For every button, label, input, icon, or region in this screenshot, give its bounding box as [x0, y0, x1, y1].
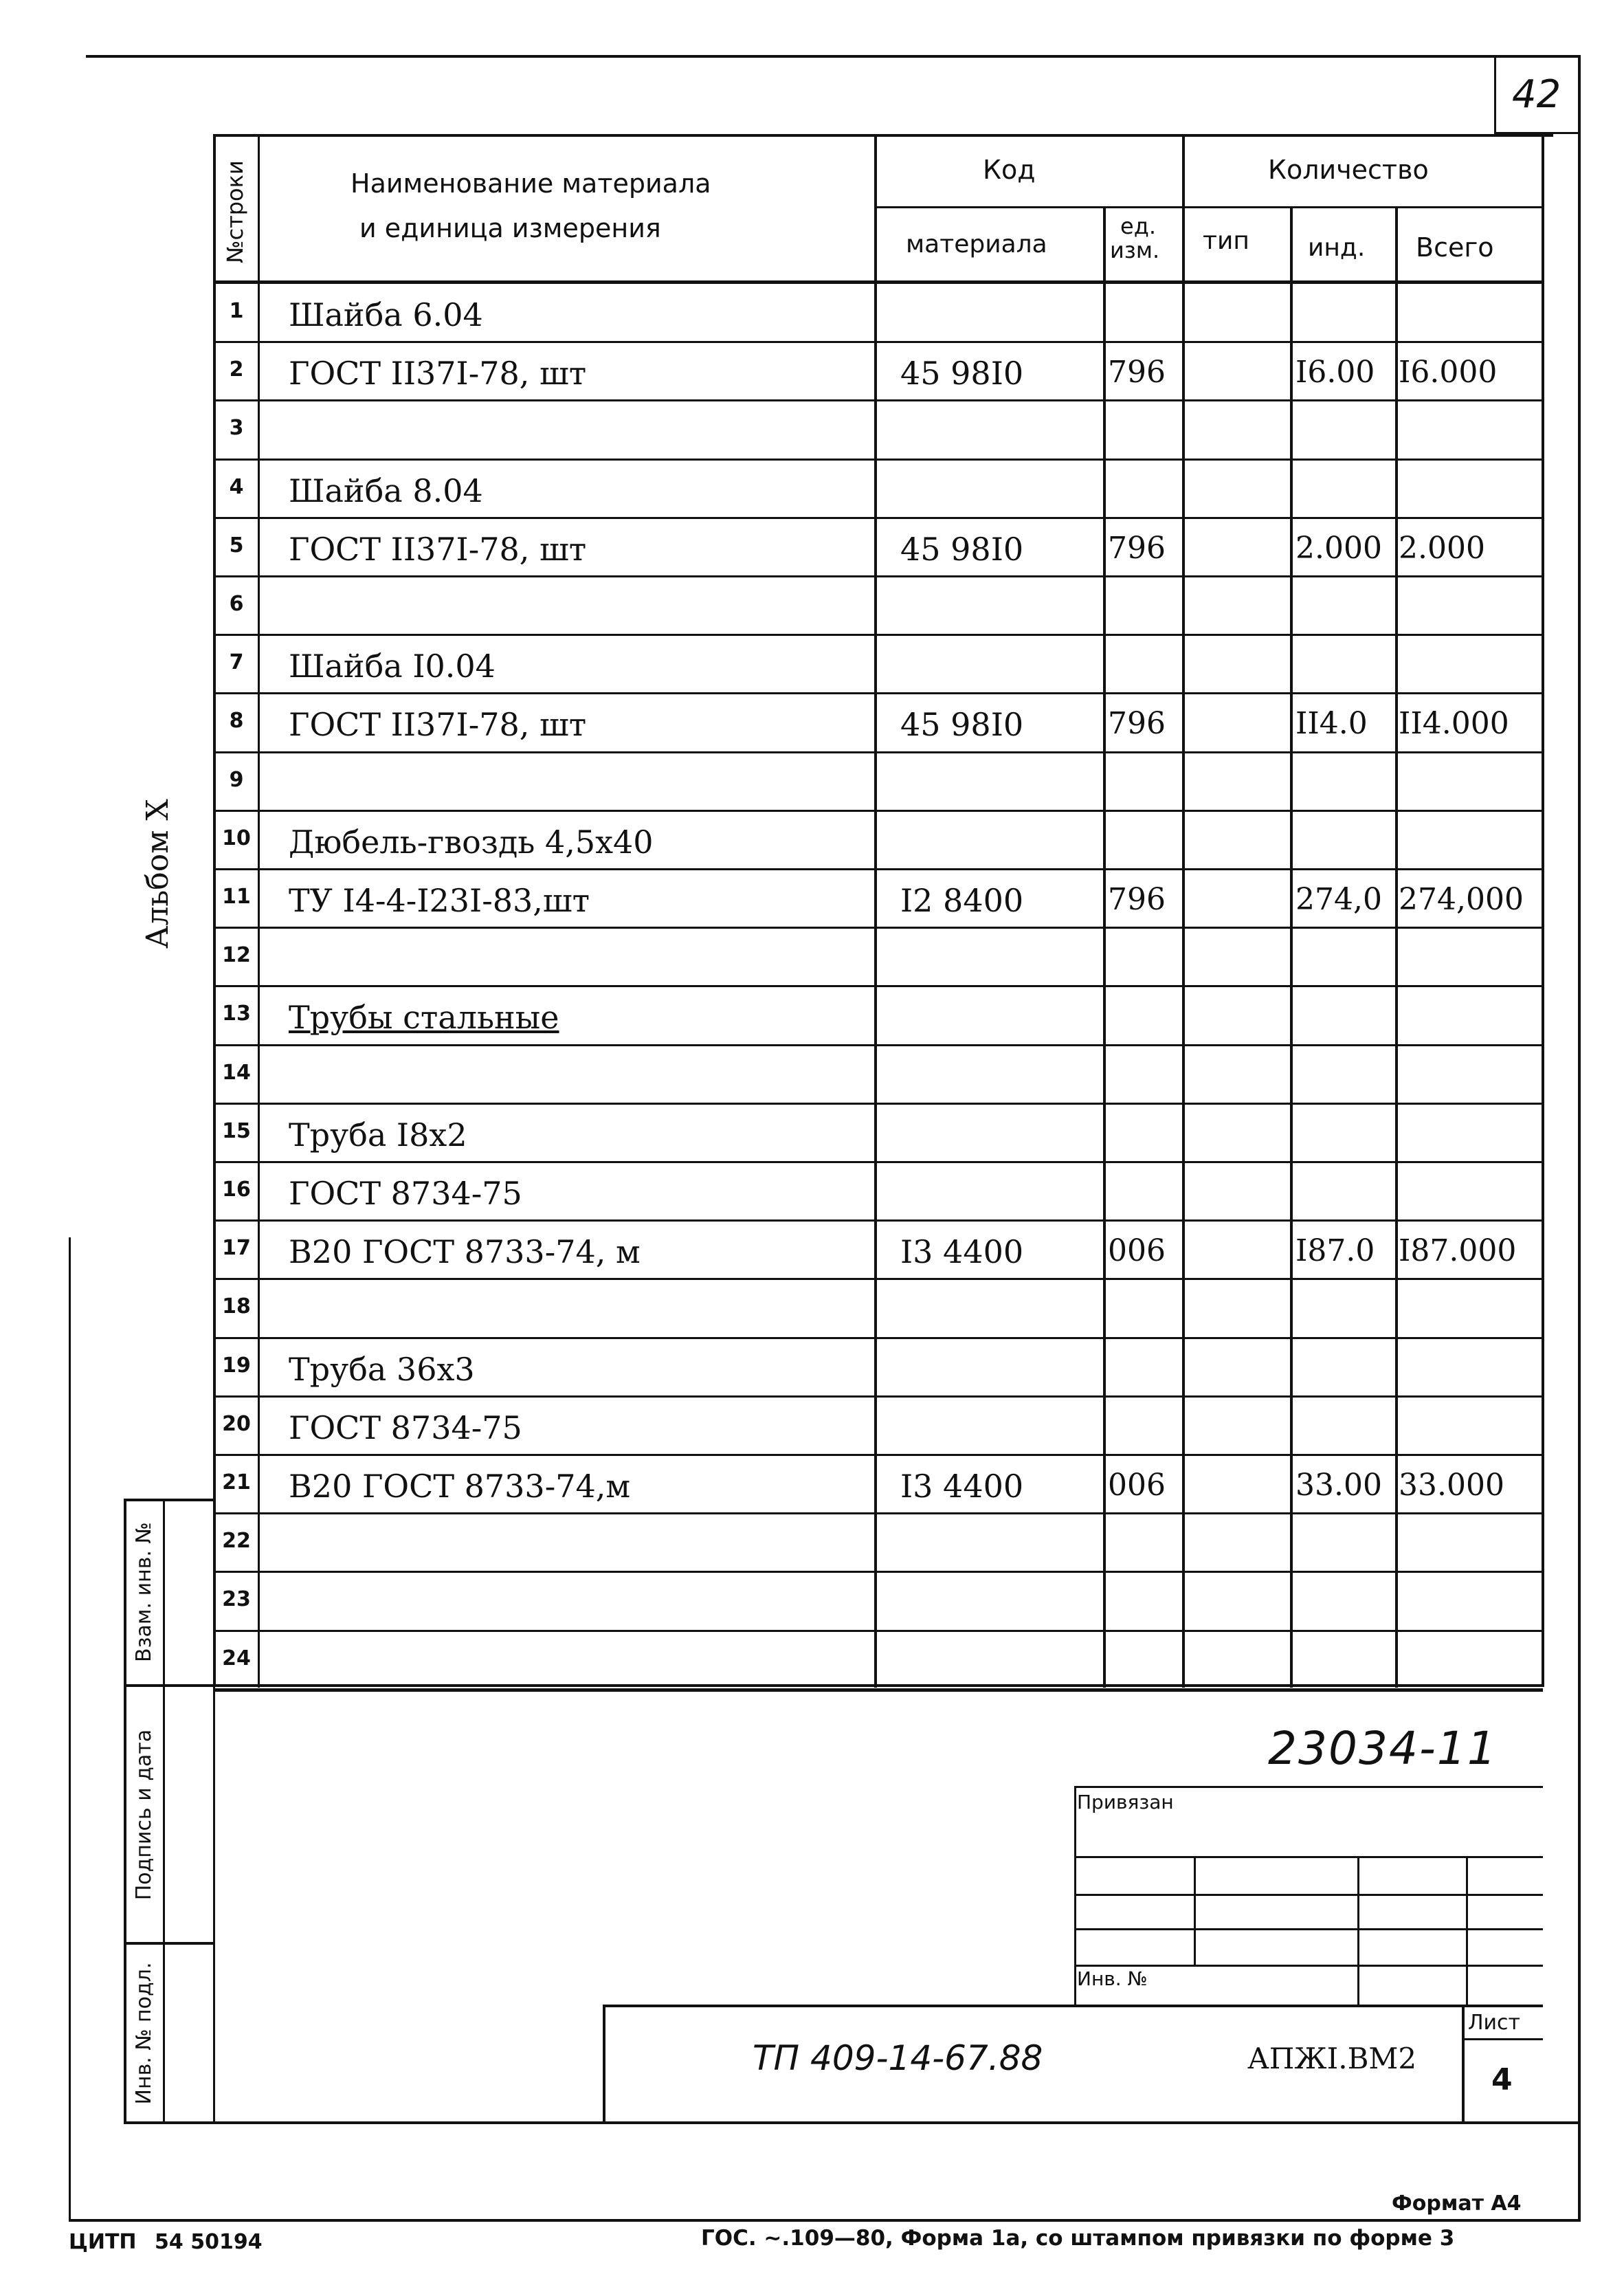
row-number: 2 [229, 357, 244, 382]
row-qty-total: I87.000 [1399, 1233, 1517, 1268]
page-number-box-left [1494, 58, 1496, 133]
row-name: Шайба 8.04 [289, 472, 483, 509]
row-divider [215, 692, 1543, 694]
row-number: 12 [222, 943, 251, 967]
row-name: ГОСТ II37I-78, шт [289, 706, 587, 743]
header-unit-line1: ед. [1120, 213, 1156, 239]
row-divider [215, 459, 1543, 461]
row-qty-ind: 33.00 [1295, 1468, 1382, 1503]
row-qty-ind: I6.00 [1295, 355, 1375, 390]
row-name: Шайба I0.04 [289, 648, 496, 685]
row-divider [215, 341, 1543, 343]
header-row-number: №строки [222, 160, 248, 263]
margin-sep-2 [124, 1942, 214, 1945]
row-divider [215, 1395, 1543, 1398]
row-divider [215, 1688, 1543, 1692]
header-mid-line [874, 206, 1544, 208]
margin-top [124, 1499, 214, 1501]
right-frame-line [1578, 55, 1581, 2220]
bottom-frame-line [69, 2219, 1581, 2222]
stamp-area-bottom [213, 2121, 1581, 2124]
row-qty-total: 274,000 [1399, 882, 1524, 917]
row-material-code: 45 98I0 [900, 355, 1024, 392]
row-number: 6 [229, 592, 244, 616]
row-number: 22 [222, 1529, 251, 1553]
header-material: материала [906, 230, 1047, 258]
margin-podpis-label: Подпись и дата [132, 1729, 156, 1901]
row-divider [215, 810, 1543, 812]
top-frame-line [86, 55, 1581, 58]
row-unit-code: 006 [1108, 1468, 1166, 1503]
header-code: Код [983, 155, 1036, 185]
row-material-code: I2 8400 [900, 882, 1024, 919]
col-line-total [1395, 206, 1398, 1688]
header-name-line1: Наименование материала [351, 168, 711, 199]
row-name: Труба 36х3 [289, 1351, 475, 1388]
header-name-line2: и единица измерения [359, 213, 661, 243]
list-label: Лист [1468, 2011, 1521, 2035]
margin-inner-left [163, 1499, 165, 2124]
doc-code: ТП 409-14-67.88 [753, 2038, 1043, 2078]
list-number: 4 [1491, 2062, 1513, 2097]
footer-left-code: 54 50194 [155, 2230, 263, 2254]
header-unit-line2: изм. [1110, 237, 1160, 263]
margin-right-upper [213, 1684, 215, 2124]
row-unit-code: 796 [1108, 882, 1166, 917]
header-quantity: Количество [1268, 155, 1429, 185]
row-name: В20 ГОСТ 8733-74,м [289, 1468, 631, 1505]
row-name: ТУ I4-4-I23I-83,шт [289, 882, 590, 919]
row-number: 14 [222, 1061, 251, 1085]
row-divider [215, 751, 1543, 753]
row-name: ГОСТ 8734-75 [289, 1409, 522, 1446]
col-line-unit [1103, 206, 1106, 1688]
row-divider [215, 868, 1543, 870]
row-number: 11 [222, 885, 251, 909]
row-divider [215, 1219, 1543, 1222]
row-number: 16 [222, 1178, 251, 1202]
margin-vzam-label: Взам. инв. № [132, 1522, 156, 1662]
left-frame-line [69, 1237, 71, 2220]
priv-h1 [1074, 1856, 1543, 1858]
footer-left: ЦИТП [69, 2230, 137, 2254]
row-material-code: 45 98I0 [900, 531, 1024, 568]
page-number: 42 [1512, 72, 1561, 117]
row-number: 9 [229, 768, 244, 792]
row-name: Дюбель-гвоздь 4,5х40 [289, 824, 654, 861]
priv-h2 [1074, 1894, 1543, 1896]
row-divider [215, 1278, 1543, 1280]
row-number: 8 [229, 709, 244, 733]
priv-v3 [1466, 1856, 1468, 2006]
row-number: 5 [229, 533, 244, 558]
row-material-code: I3 4400 [900, 1233, 1024, 1270]
row-divider [215, 1454, 1543, 1456]
row-number: 20 [222, 1412, 251, 1436]
row-material-code: I3 4400 [900, 1468, 1024, 1505]
row-qty-total: 2.000 [1399, 531, 1485, 566]
row-number: 23 [222, 1587, 251, 1611]
privyazan-label: Привязан [1077, 1791, 1174, 1813]
margin-inv-podl-label: Инв. № подл. [132, 1962, 156, 2105]
margin-sep-1 [124, 1684, 214, 1687]
row-name: ГОСТ 8734-75 [289, 1175, 522, 1212]
row-qty-ind: 274,0 [1295, 882, 1382, 917]
priv-v1 [1194, 1856, 1196, 1966]
title-box-top [603, 2005, 1543, 2007]
table-right-border [1542, 134, 1544, 1684]
row-divider [215, 634, 1543, 636]
row-number: 3 [229, 416, 244, 440]
row-unit-code: 796 [1108, 355, 1166, 390]
row-divider [215, 1044, 1543, 1046]
margin-outer-left [124, 1499, 126, 2124]
row-number: 18 [222, 1294, 251, 1318]
row-divider [215, 1571, 1543, 1573]
row-qty-ind: II4.0 [1295, 706, 1368, 741]
row-qty-total: II4.000 [1399, 706, 1509, 741]
row-name: Трубы стальные [289, 999, 559, 1036]
row-unit-code: 796 [1108, 706, 1166, 741]
row-number: 21 [222, 1470, 251, 1494]
row-divider [215, 1103, 1543, 1105]
priv-h4 [1074, 1965, 1543, 1967]
row-unit-code: 796 [1108, 531, 1166, 566]
row-number: 1 [229, 299, 244, 323]
row-name: Шайба 6.04 [289, 296, 483, 333]
row-qty-total: 33.000 [1399, 1468, 1504, 1503]
header-ind: инд. [1308, 234, 1366, 262]
row-number: 24 [222, 1646, 251, 1670]
header-type: тип [1203, 227, 1249, 255]
priv-top [1074, 1786, 1543, 1788]
header-bottom-line [213, 280, 1544, 284]
row-number: 19 [222, 1354, 251, 1378]
row-qty-ind: 2.000 [1295, 531, 1382, 566]
row-divider [215, 1161, 1543, 1163]
row-divider [215, 985, 1543, 987]
row-number: 7 [229, 650, 244, 674]
handwritten-number: 23034-11 [1268, 1722, 1498, 1775]
row-number: 17 [222, 1236, 251, 1260]
row-divider [215, 517, 1543, 519]
stamp-area-top [213, 1684, 1544, 1687]
priv-v2 [1357, 1856, 1359, 2006]
row-number: 15 [222, 1119, 251, 1143]
row-name: ГОСТ II37I-78, шт [289, 531, 587, 568]
priv-h3 [1074, 1928, 1543, 1930]
list-box-left [1462, 2005, 1465, 2123]
row-divider [215, 1512, 1543, 1514]
row-number: 13 [222, 1002, 251, 1026]
row-number: 4 [229, 475, 244, 499]
margin-bottom [124, 2121, 214, 2124]
col-line-ind [1290, 206, 1293, 1688]
doc-mark: АПЖI.ВМ2 [1247, 2042, 1417, 2075]
inv-no-label: Инв. № [1077, 1967, 1148, 1990]
row-divider [215, 927, 1543, 929]
header-total: Всего [1416, 232, 1494, 263]
row-unit-code: 006 [1108, 1233, 1166, 1268]
row-name: Труба I8х2 [289, 1116, 467, 1153]
table-top-border [213, 134, 1553, 137]
row-material-code: 45 98I0 [900, 706, 1024, 743]
row-divider [215, 575, 1543, 577]
side-album-label: Альбом X [140, 799, 175, 949]
footer-gost: ГОС. ~.109—80, Форма 1а, со штампом привязки по форме 3 [701, 2226, 1455, 2251]
row-divider [215, 399, 1543, 401]
title-box-left [603, 2005, 605, 2123]
row-divider [215, 1630, 1543, 1632]
priv-block-left [1074, 1786, 1076, 2006]
row-name: ГОСТ II37I-78, шт [289, 355, 587, 392]
list-box-sep [1462, 2038, 1543, 2040]
row-number: 10 [222, 826, 251, 850]
format-label: Формат А4 [1392, 2192, 1522, 2216]
row-divider [215, 1337, 1543, 1339]
row-qty-total: I6.000 [1399, 355, 1498, 390]
row-qty-ind: I87.0 [1295, 1233, 1375, 1268]
row-name: В20 ГОСТ 8733-74, м [289, 1233, 641, 1270]
